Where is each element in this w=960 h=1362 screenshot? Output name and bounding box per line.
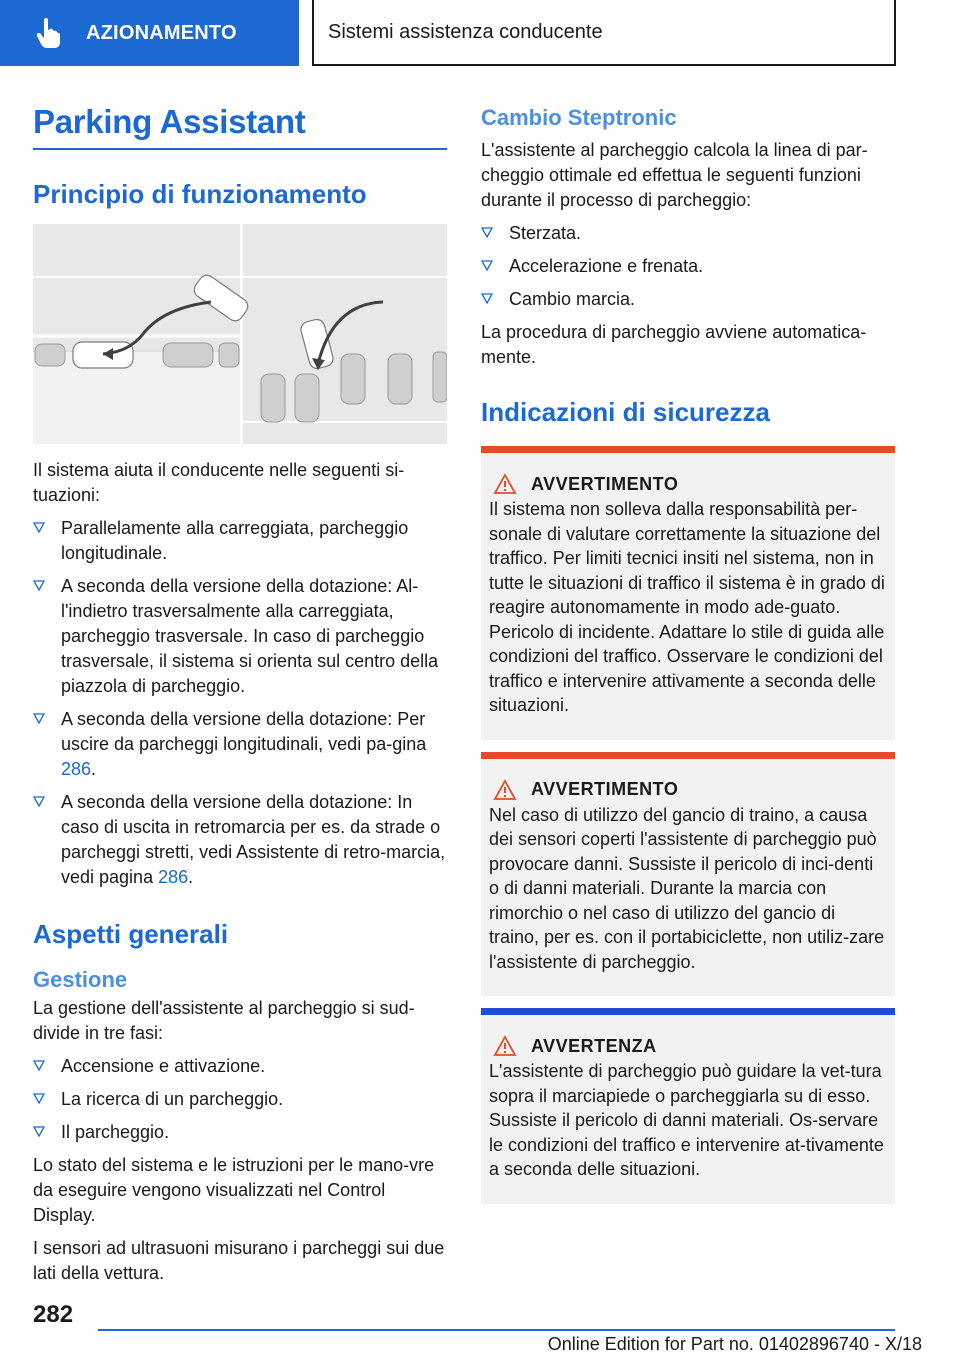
page-link-286[interactable]: 286: [158, 867, 189, 887]
warning-text: Il sistema non solleva dalla responsabilità per-sonale di valutare correttamente la situazione del traffico. Per limiti tecnici insiti nel sistema, non in tutte le situazioni di traffico il sistema è in grado di reagire autonomamente in modo ade-guato. Pericolo di incidente. Adattare lo stile di guida alle condizioni del traffico. Osservare le condizioni del traffico e intervenire attivamente a seconda delle situazioni.: [489, 499, 885, 715]
triangle-bullet-icon: [33, 580, 45, 592]
triangle-bullet-icon: [33, 522, 45, 534]
warning-heading: AVVERTIMENTO: [489, 779, 887, 801]
notice-box: [481, 1008, 895, 1204]
notice-heading: AVVERTENZA: [489, 1035, 887, 1057]
list-item: La ricerca di un parcheggio.: [33, 1087, 447, 1112]
page-title: Parking Assistant: [33, 102, 447, 150]
section-tab[interactable]: [0, 0, 299, 66]
page-number: 282: [33, 1301, 74, 1328]
warning-triangle-icon: [493, 1035, 517, 1057]
notice-text: L'assistente di parcheggio può guidare la vet-tura sopra il marciapiede o parcheggiarla su di esso. Sussiste il pericolo di danni materiali. Os-servare le condizioni del traffico e intervenire at-tivamente a seconda delle situazioni.: [489, 1061, 884, 1179]
list-item: Accensione e attivazione.: [33, 1054, 447, 1079]
chapter-label: Sistemi assistenza conducente: [328, 20, 603, 43]
heading-principle: Principio di funzionamento: [33, 179, 367, 209]
parking-illustration: [33, 224, 447, 444]
triangle-bullet-icon: [481, 293, 493, 305]
triangle-bullet-icon: [481, 260, 493, 272]
warning-text: Nel caso di utilizzo del gancio di traino, a causa dei sensori coperti l'assistente di parcheggio può provocare danni. Sussiste il pericolo di inci-denti o di danni materiali. Durante la marcia con rimorchio o nel caso di utilizzo del gancio di traino, per es. con il portabiciclette, non utiliz-zare l'assistente di parcheggio.: [489, 804, 885, 972]
triangle-bullet-icon: [33, 1093, 45, 1105]
list-item: A seconda della versione della dotazione: In caso di uscita in retromarcia per es. da strade o parcheggi stretti, vedi Assistente di retro-marcia, vedi pagina 286.: [33, 790, 447, 890]
heading-general: Aspetti generali: [33, 919, 229, 949]
sensors-text: I sensori ad ultrasuoni misurano i parcheggi sui due lati della vettura.: [33, 1238, 445, 1283]
right-column: [481, 98, 895, 1204]
status-text: Lo stato del sistema e le istruzioni per le mano-vre da eseguire vengono visualizzati nel Control Display.: [33, 1155, 435, 1225]
hand-pointer-icon: [28, 13, 68, 53]
heading-safety: Indicazioni di sicurezza: [481, 397, 770, 427]
triangle-bullet-icon: [481, 227, 493, 239]
list-item: Accelerazione e frenata.: [481, 254, 895, 279]
list-item: Il parcheggio.: [33, 1120, 447, 1145]
warning-box: [481, 446, 895, 740]
triangle-bullet-icon: [33, 1060, 45, 1072]
functions-list: [481, 221, 895, 312]
steptronic-outro: La procedura di parcheggio avviene automatica-mente.: [481, 322, 867, 367]
warning-box: [481, 752, 895, 997]
heading-steptronic: Cambio Steptronic: [481, 105, 677, 130]
edition-text: Online Edition for Part no. 01402896740 - X/18: [547, 1334, 922, 1354]
section-label: AZIONAMENTO: [86, 21, 237, 44]
warning-triangle-icon: [493, 473, 517, 495]
triangle-bullet-icon: [33, 713, 45, 725]
list-item: Parallelamente alla carreggiata, parcheggio longitudinale.: [33, 516, 447, 566]
intro-text: Il sistema aiuta il conducente nelle seguenti si-tuazioni:: [33, 460, 405, 505]
list-item: A seconda della versione della dotazione: Per uscire da parcheggi longitudinali, vedi pa-gina 286.: [33, 707, 447, 782]
triangle-bullet-icon: [33, 796, 45, 808]
gestione-intro: La gestione dell'assistente al parcheggio si sud-divide in tre fasi:: [33, 998, 415, 1043]
heading-gestione: Gestione: [33, 967, 128, 992]
steptronic-intro: L'assistente al parcheggio calcola la linea di par-cheggio ottimale ed effettua le seguenti funzioni durante il processo di parcheggio:: [481, 140, 868, 210]
footer-divider: [98, 1329, 895, 1331]
warning-triangle-icon: [493, 779, 517, 801]
warning-heading: AVVERTIMENTO: [489, 473, 887, 495]
list-item: A seconda della versione della dotazione: Al-l'indietro trasversalmente alla carreggiata, parcheggio trasversale. In caso di parcheggio trasversale, il sistema si orienta sul centro della piazzola di parcheggio.: [33, 574, 447, 699]
list-item: Sterzata.: [481, 221, 895, 246]
triangle-bullet-icon: [33, 1126, 45, 1138]
situations-list: [33, 516, 447, 890]
phases-list: [33, 1054, 447, 1145]
list-item: Cambio marcia.: [481, 287, 895, 312]
page-link-286[interactable]: 286: [61, 759, 92, 779]
chapter-header: [312, 0, 896, 66]
left-column: [33, 98, 447, 1286]
